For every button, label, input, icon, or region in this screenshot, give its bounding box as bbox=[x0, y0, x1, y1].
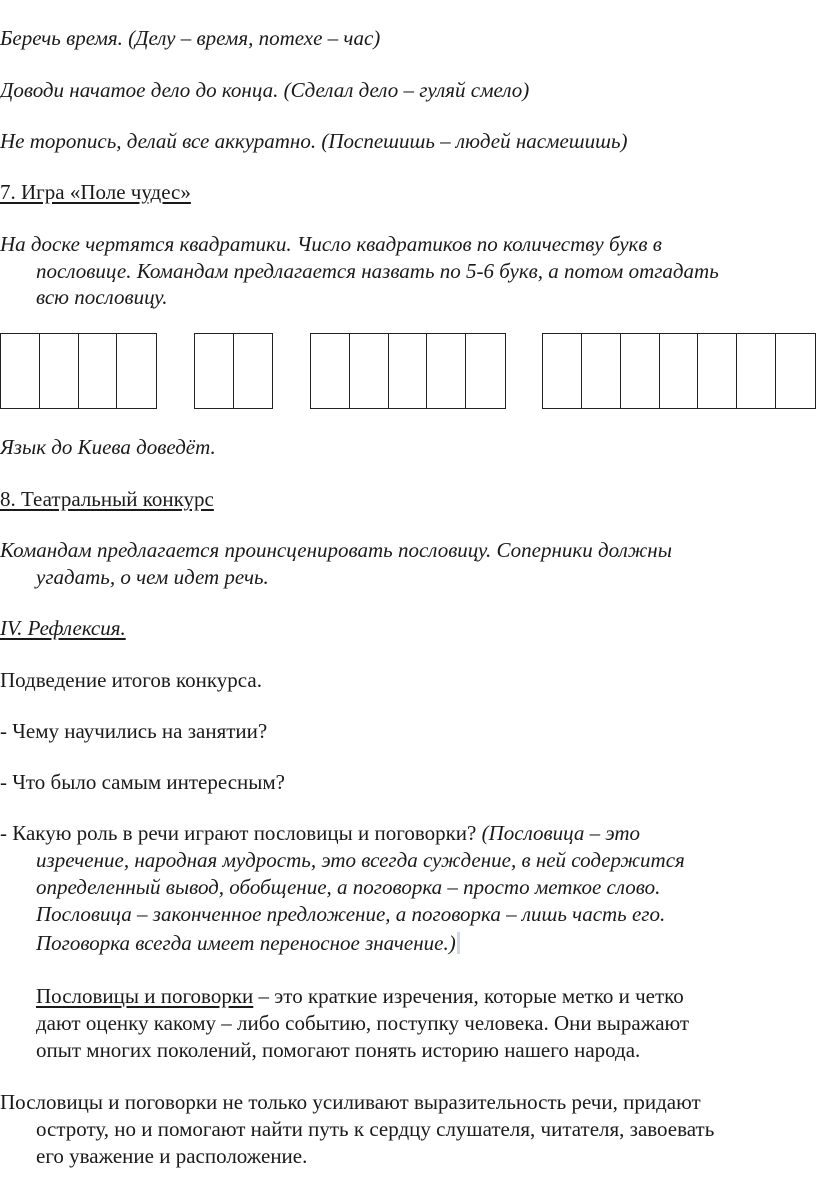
definition-term: Пословицы и поговорки bbox=[36, 984, 254, 1008]
contest-description-line-1: Командам предлагается проинсценировать пословицу. Соперники должны bbox=[0, 538, 672, 562]
reflection-answer-line-3: определенный вывод, обобщение, а поговорка – просто меткое слово. bbox=[36, 875, 661, 899]
letter-box bbox=[234, 334, 273, 408]
letter-box bbox=[543, 334, 582, 408]
section-heading-8: 8. Театральный конкурс bbox=[0, 487, 214, 511]
letter-box-group-1 bbox=[0, 333, 157, 409]
letter-box bbox=[389, 334, 428, 408]
letter-box bbox=[582, 334, 621, 408]
letter-box bbox=[40, 334, 79, 408]
letter-box bbox=[737, 334, 776, 408]
reflection-question-1: - Чему научились на занятии? bbox=[0, 719, 268, 743]
letter-box bbox=[776, 334, 815, 408]
definition-line-2: дают оценку какому – либо событию, поступку человека. Они выражают bbox=[36, 1011, 690, 1035]
game-description-line-1: На доске чертятся квадратики. Число квадратиков по количеству букв в bbox=[0, 232, 662, 256]
reflection-answer-start: (Пословица – это bbox=[481, 821, 641, 845]
letter-box bbox=[117, 334, 156, 408]
definition-line-1 bbox=[36, 986, 684, 1007]
letter-box bbox=[698, 334, 737, 408]
proverb-line-1: Беречь время. (Делу – время, потехе – час) bbox=[0, 26, 381, 50]
letter-box bbox=[350, 334, 389, 408]
reflection-line-1: Подведение итогов конкурса. bbox=[0, 668, 262, 692]
letter-box bbox=[195, 334, 234, 408]
reflection-question-3 bbox=[0, 823, 640, 844]
game-description-line-3: всю пословицу. bbox=[36, 285, 168, 309]
definition-text: – это краткие изречения, которые метко и четко bbox=[253, 984, 684, 1008]
proverb-line-3: Не торопись, делай все аккуратно. (Поспешишь – людей насмешишь) bbox=[0, 129, 628, 153]
letter-box bbox=[466, 334, 505, 408]
reflection-answer-line-5-text: Поговорка всегда имеет переносное значение.) bbox=[36, 931, 456, 955]
contest-description-line-2: угадать, о чем идет речь. bbox=[36, 565, 269, 589]
letter-box bbox=[311, 334, 350, 408]
letter-box-group-2 bbox=[194, 333, 273, 409]
game-description-line-2: пословице. Командам предлагается назвать по 5-6 букв, а потом отгадать bbox=[36, 259, 719, 283]
letter-box bbox=[79, 334, 118, 408]
letter-box-group-4 bbox=[542, 333, 816, 409]
final-paragraph-line-1: Пословицы и поговорки не только усиливают выразительность речи, придают bbox=[0, 1090, 701, 1114]
reflection-answer-line-2: изречение, народная мудрость, это всегда суждение, в ней содержится bbox=[36, 848, 685, 872]
game-answer: Язык до Киева доведёт. bbox=[0, 435, 216, 459]
reflection-answer-line-5 bbox=[36, 932, 460, 954]
section-heading-reflection: IV. Рефлексия. bbox=[0, 616, 126, 640]
section-heading-7: 7. Игра «Поле чудес» bbox=[0, 180, 191, 204]
letter-box-group-3 bbox=[310, 333, 506, 409]
final-paragraph-line-3: его уважение и расположение. bbox=[36, 1144, 308, 1168]
text-cursor-highlight bbox=[457, 932, 460, 954]
definition-line-3: опыт многих поколений, помогают понять историю нашего народа. bbox=[36, 1038, 641, 1062]
letter-box bbox=[621, 334, 660, 408]
final-paragraph-line-2: остроту, но и помогают найти путь к сердцу слушателя, читателя, завоевать bbox=[36, 1117, 715, 1141]
reflection-question-2: - Что было самым интересным? bbox=[0, 770, 285, 794]
letter-box bbox=[660, 334, 699, 408]
proverb-line-2: Доводи начатое дело до конца. (Сделал дело – гуляй смело) bbox=[0, 78, 530, 102]
reflection-answer-line-4: Пословица – законченное предложение, а поговорка – лишь часть его. bbox=[36, 902, 666, 926]
reflection-question-3-text: - Какую роль в речи играют пословицы и поговорки? bbox=[0, 821, 482, 845]
letter-box bbox=[1, 334, 40, 408]
letter-box bbox=[427, 334, 466, 408]
